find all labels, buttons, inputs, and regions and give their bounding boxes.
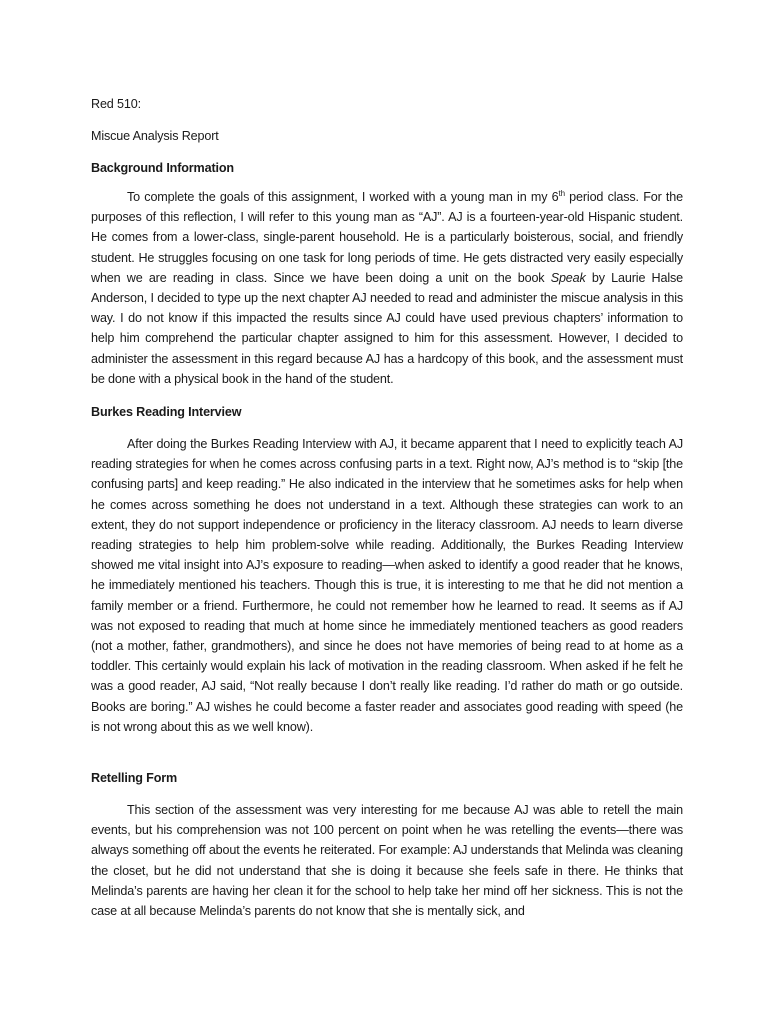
section-heading-background: Background Information (91, 161, 234, 175)
book-title-speak: Speak (550, 270, 586, 285)
retelling-paragraph-block (91, 800, 683, 921)
background-text-part-1: To complete the goals of this assignment, I worked with a young man in my 6 (127, 190, 559, 204)
ordinal-superscript: th (558, 188, 565, 198)
report-title: Miscue Analysis Report (91, 129, 219, 143)
section-heading-retelling: Retelling Form (91, 771, 178, 785)
background-text-part-2: period class. For the purposes of this reflection, I will refer to this young man as “AJ”. AJ is a fourteen-year-old Hispanic student. He comes from a lower-class, single-parent household. He is a particularly boisterous, social, and friendly student. He struggles focusing on one task for long periods of time. He gets distracted very easily especially when we are reading in class. Since we have been doing a unit on the book (91, 190, 683, 285)
retelling-paragraph: This section of the assessment was very interesting for me because AJ was able to retell the main events, but his comprehension was not 100 percent on point when he was retelling the events—there was always something off about the events he reiterated. For example: AJ understands that Melinda was cleaning the closet, but he did not understand that she is doing it because she feels safe in there. He thinks that Melinda’s parents are having her clean it for the school to help take her mind off her sickness. This is not the case at all because Melinda’s parents do not know that she is mentally sick, and (91, 803, 683, 919)
section-heading-burkes: Burkes Reading Interview (91, 405, 242, 419)
background-paragraph (91, 187, 683, 389)
background-text-part-3: by Laurie Halse Anderson, I decided to type up the next chapter AJ needed to read and administer the miscue analysis in this way. I do not know if this impacted the results since AJ could have used previous chapters’ information to help him comprehend the particular chapter assigned to him for this assessment. However, I decided to administer the assessment in this regard because AJ has a hardcopy of this book, and the assessment must be done with a physical book in the hand of the student. (91, 270, 683, 386)
burkes-paragraph: After doing the Burkes Reading Interview with AJ, it became apparent that I need to explicitly teach AJ reading strategies for when he comes across confusing parts in a text. Right now, AJ’s method is to “skip [the confusing parts] and keep reading.” He also indicated in the interview that he sometimes asks for help when he comes across something he does not understand in a text. Although these strategies can work to an extent, they do not support independence or proficiency in the literacy classroom. AJ needs to learn diverse reading strategies to help him problem-solve while reading. Additionally, the Burkes Reading Interview showed me vital insight into AJ’s exposure to reading—when asked to identify a good reader that he knows, he immediately mentioned his teachers. Though this is true, it is interesting to me that he did not mention a family member or a friend. Furthermore, he could not remember how he learned to read. It seems as if AJ was not exposed to reading that much at home since he immediately mentioned teachers as good readers (not a mother, father, grandmothers), and since he does not have memories of being read to at home as a toddler. This certainly would explain his lack of motivation in the reading classroom. When asked if he felt he was a good reader, AJ said, “Not really because I don’t really like reading. I’d rather do math or go outside. Books are boring.” AJ wishes he could become a faster reader and associates good reading with speed (he is not wrong about this as we well know). (91, 437, 683, 734)
burkes-paragraph-block (91, 434, 683, 737)
background-paragraph-block (91, 187, 683, 389)
course-code: Red 510: (91, 97, 141, 111)
